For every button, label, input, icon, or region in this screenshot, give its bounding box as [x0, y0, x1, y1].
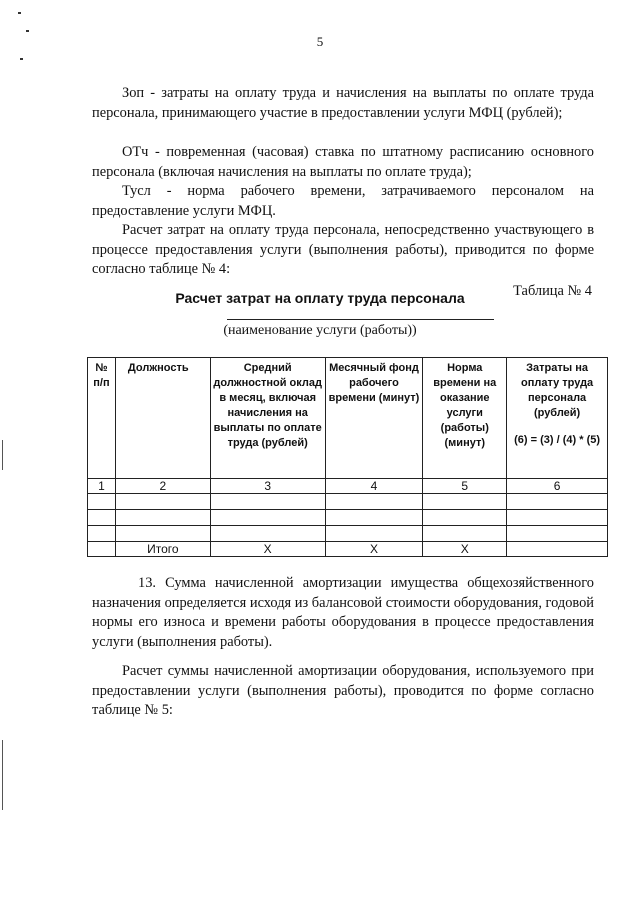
- column-number: 3: [210, 479, 325, 494]
- header-labor-cost: [507, 358, 608, 479]
- header-monthly-fund: Месячный фонд рабочего времени (минут): [325, 358, 423, 479]
- table-row: [88, 526, 608, 542]
- column-number: 5: [423, 479, 507, 494]
- scan-edge: [2, 740, 3, 810]
- column-number-row: [88, 479, 608, 494]
- paragraph-zop: Зоп - затраты на оплату труда и начисления на выплаты по оплате труда персонала, принимающего участие в предоставлении услуги МФЦ (рублей);: [92, 85, 594, 121]
- header-position: Должность: [115, 358, 210, 479]
- header-salary: Средний должностной оклад в месяц, включая начисления на выплаты по оплате труда (рублей): [210, 358, 325, 479]
- service-name-line: [227, 319, 494, 320]
- scan-speck: [20, 58, 23, 60]
- page-number: 5: [316, 34, 324, 49]
- table-label: Таблица № 4: [513, 283, 592, 299]
- total-label: Итого: [115, 542, 210, 557]
- total-row: [88, 542, 608, 557]
- scan-edge: [2, 440, 3, 470]
- header-time-norm: Норма времени на оказание услуги (работы) (минут): [423, 358, 507, 479]
- x-mark: Х: [325, 542, 423, 557]
- header-number: № п/п: [88, 358, 116, 479]
- column-number: 4: [325, 479, 423, 494]
- formula: (6) = (3) / (4) * (5): [514, 434, 601, 446]
- paragraph-tusl: Тусл - норма рабочего времени, затрачиваемого персоналом на предоставление услуги МФЦ.: [92, 183, 594, 219]
- column-number: 1: [88, 479, 116, 494]
- column-number: 6: [507, 479, 608, 494]
- table-row: [88, 494, 608, 510]
- salary-calculation-table: [87, 357, 608, 557]
- x-mark: Х: [210, 542, 325, 557]
- header-labor-cost-label: Затраты на оплату труда персонала (рублей): [520, 362, 594, 419]
- column-number: 2: [115, 479, 210, 494]
- table-header-row: [88, 358, 608, 479]
- paragraph-calc-intro: Расчет затрат на оплату труда персонала, непосредственно участвующего в процессе предоставления услуги (выполнения работы), приводится по форме согласно таблице № 4:: [92, 222, 594, 277]
- table-title: Расчет затрат на оплату труда персонала: [175, 290, 465, 306]
- service-caption: (наименование услуги (работы)): [223, 323, 417, 338]
- section-13-calc: Расчет суммы начисленной амортизации оборудования, используемого при предоставлении услуги (выполнения работы), проводится по форме согласно таблице № 5:: [92, 663, 594, 718]
- section-13: [92, 574, 594, 652]
- paragraph-otch: ОТч - повременная (часовая) ставка по штатному расписанию основного персонала (включая начисления на выплаты по оплате труда);: [92, 144, 594, 180]
- section-13-text: Сумма начисленной амортизации имущества общехозяйственного назначения определяется исходя из балансовой стоимости оборудования, годовой нормы его износа и времени работы оборудования в процессе предоставления услуги (выполнения работы).: [92, 575, 594, 650]
- scan-speck: [26, 30, 29, 32]
- scan-speck: [18, 12, 21, 14]
- x-mark: Х: [423, 542, 507, 557]
- section-number: 13.: [138, 575, 156, 591]
- table-row: [88, 510, 608, 526]
